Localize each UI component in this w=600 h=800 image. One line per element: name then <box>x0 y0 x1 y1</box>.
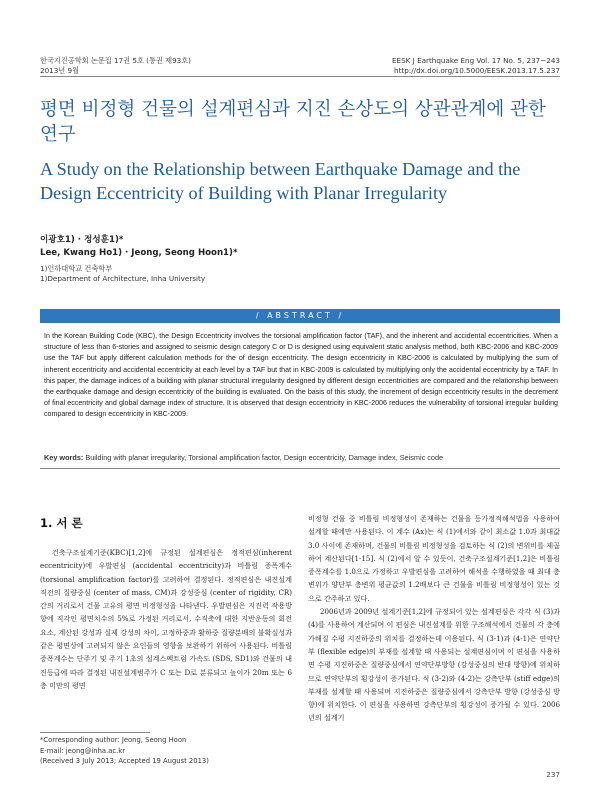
page-number: 237 <box>546 770 560 779</box>
journal-name-ko: 한국지진공학회 논문집 17권 5호 (통권 제93호) <box>40 56 191 65</box>
authors-korean: 이광호1) · 정성훈1)* <box>40 235 124 245</box>
affiliation-korean: 1)인하대학교 건축학부 <box>40 264 113 273</box>
keywords-label: Key words: <box>44 453 84 462</box>
author-email[interactable]: E-mail: jeong@inha.ac.kr <box>40 746 126 755</box>
keywords-text: Building with planar irregularity, Torsional amplification factor, Design eccentricity, Damage index, Seismic code <box>85 453 444 462</box>
journal-name-en: EESK J Earthquake Eng Vol. 17 No. 5, 237~243 <box>392 56 560 65</box>
abstract-divider <box>40 468 560 469</box>
authors-english: Lee, Kwang Ho1) · Jeong, Seong Hoon1)* <box>40 248 238 258</box>
section-title-introduction: 1. 서 론 <box>40 516 83 530</box>
received-accepted-dates: (Received 3 July 2013; Accepted 19 August 2013) <box>40 757 209 765</box>
footnote <box>40 735 209 767</box>
journal-header-right <box>392 56 560 76</box>
journal-date-ko: 2013년 9월 <box>40 66 80 75</box>
title-korean: 평면 비정형 건물의 설계편심과 지진 손상도의 상관관계에 관한 연구 <box>40 99 546 145</box>
body-paragraph: 비정형 건물 중 비틀림 비정형성이 존재하는 건물을 등가정적해석법을 사용하여 설계할 때에만 사용된다. 이 계수 (Ax)는 식 (1)에서와 같이 최소값 1.0과 최대값 3.0 사이에 존재하며, 건물의 비틀림 비정형성을 검토하는 식 (2)의 변위비를 제곱하여 계산된다[1-15]. 식 (2)에서 알 수 있듯이, 건축구조설계기준[1,2]은 비틀림 증폭계수를 1.0으로 가정하고 우발편심을 고려하여 해석을 수행하였을 때 최대 층변위가 양단부 층변위 평균값의 1.2배보다 큰 건물을 비틀림 비정형성이 있는 것으로 간주하고 있다. <box>308 514 560 603</box>
author-block <box>40 234 237 260</box>
journal-header-left <box>40 56 191 76</box>
affiliation-block <box>40 264 205 284</box>
doi-link[interactable]: http://dx.doi.org/10.5000/EESK.2013.17.5.237 <box>394 66 560 75</box>
title-english: A Study on the Relationship between Earthquake Damage and the Design Eccentricity of Building with Planar Irregularity <box>40 159 521 203</box>
keywords <box>44 452 558 463</box>
footnote-divider <box>40 732 150 733</box>
body-column-right <box>308 512 560 725</box>
corresponding-author: *Corresponding author: Jeong, Seong Hoon <box>40 736 187 744</box>
abstract-text: In the Korean Building Code (KBC), the Design Eccentricity involves the torsional amplification factor (TAF), and the inherent and accidental eccentricities. When a structure of less than 6-stories and assigned to seismic design category C or D is designed using equivalent static analysis method, both KBC-2006 and KBC-2009 use the TAF but apply different calculation methods for the of design eccentricity. The design eccentricity in KBC-2006 is calculated by multiplying the sum of inherent eccentricity and accidental eccentricity at each level by a TAF but that in KBC-2009 is calculated by multiplying only the accidental eccentricity by a TAF. In this paper, the damage indices of a building with planar structural irregularity designed by different design eccentricities are compared and the relationship between the earthquake damage and design eccentricity of the building is evaluated. On the basis of this study, the increment of design eccentricity results in the decrement of final eccentricity and global damage index of structure. It is observed that design eccentricity in KBC-2006 reduces the vulnerability of torsional irregular building compared to design eccentricity in KBC-2009. <box>44 332 558 419</box>
affiliation-english: 1)Department of Architecture, Inha University <box>40 274 206 283</box>
header-divider <box>40 76 560 77</box>
abstract-header-bar: / ABSTRACT / <box>40 309 560 323</box>
body-paragraph: 2006년과 2009년 설계기준[1,2]에 규정되어 있는 설계편심은 각각 식 (3)과 (4)를 사용하여 계산되며 이 편심은 내진설계를 위한 구조해석에서 건물의 각 층에 가해질 수평 지진하중의 위치를 결정하는데 이용된다. 식 (3-1)과 (4-1)은 연약단부 (flexible edge)의 부재를 설계할 때 사용되는 설계편심이며 이 편심을 사용하면 수평 지진하중은 질량중심에서 연약단부방향 (강성중심의 반대 방향)에 위치하므로 연약단부의 횡강성이 증가된다. 식 (3-2)와 (4-2)는 강측단부 (stiff edge)의 부재를 설계할 때 사용되며 지진하중은 질량중심에서 강측단부 방향 (강성중심 방향)에 위치한다. 이 편심을 사용하면 강측단부의 횡강성이 증가될 수 있다. 2006년의 설계기 <box>308 607 560 723</box>
body-column-left <box>40 546 292 692</box>
body-paragraph: 건축구조설계기준(KBC)[1,2]에 규정된 설계편심은 정적편심(inherent eccentricity)에 우발편심 (accidental eccentricity)과 비틀림 증폭계수(torsional amplification factor)를 고려하여 결정된다. 정적편심은 내진설계 직전의 질량중심 (center of mass, CM)과 강성중심 (center of rigidity, CR)간의 거리로서 건물 고유의 평면 비정형성을 나타낸다. 우발편심은 지진력 작용방향에 직각인 평면치수의 5%로 가정된 거리로서, 수직축에 대한 지반운동의 회전요소, 계산된 강성과 실제 강성의 차이, 고정하중과 활하중 질량분배의 불확실성과 같은 평면상에 고려되지 않은 요인들의 영향을 보완하기 위하여 사용된다. 비틀림 증폭계수는 단주기 및 주기 1초의 설계스펙트럼 가속도 (SDS, SD1)와 건물의 내진등급에 따라 결정된 내진설계범주가 C 또는 D로 분류되고 높이가 20m 또는 6층 미만의 평면 <box>40 548 292 690</box>
